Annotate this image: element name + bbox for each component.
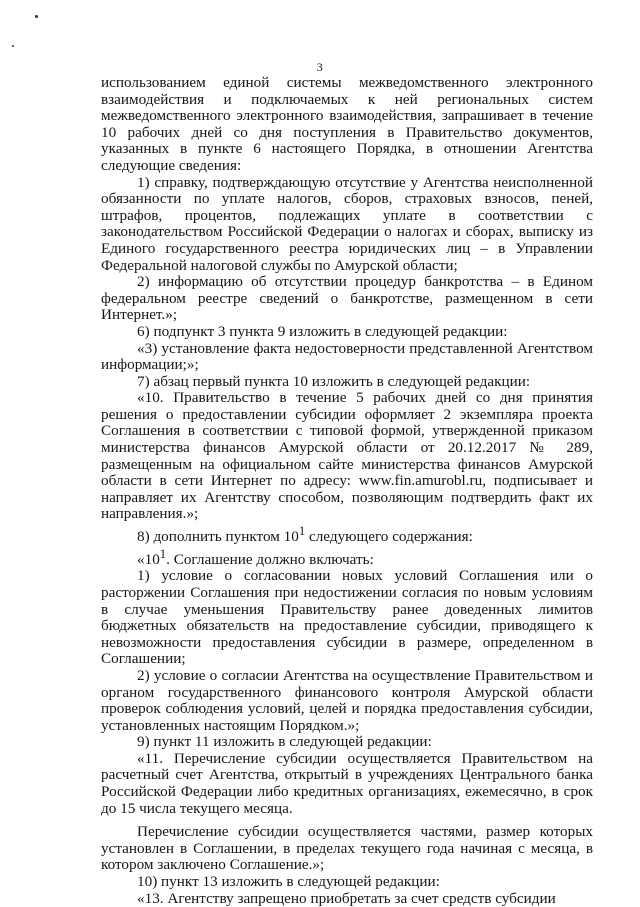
amendment-8-tail: следующего содержания:	[305, 528, 473, 546]
paragraph-amendment-9: 9) пункт 11 изложить в следующей редакции:	[137, 733, 432, 751]
scan-speck	[12, 45, 14, 47]
clause-10-1-superscript: 1	[159, 546, 167, 561]
paragraph-item-1-certificate: 1) справку, подтверждающую отсутствие у Агентства неисполненной обязанности по уплате налогов, сборов, страховых взносов, пеней, штрафов, процентов, подлежащих уплате в соответствии с законодательством Российской Федерации о налогах и сборах, выписку из Единого государственного реестра юридических лиц – в Управлении Федеральной налоговой службы по Амурской области;	[101, 173, 593, 274]
paragraph-item-2-bankruptcy: 2) информацию об отсутствии процедур банкротства – в Едином федеральном реестре сведений о банкротстве, размещенном в сети Интернет.»;	[101, 273, 593, 324]
paragraph-transfer-parts: Перечисление субсидии осуществляется частями, размер которых установлен в Соглашении, в пределах текущего года начиная с месяца, в котором заключено Соглашение.»;	[101, 823, 593, 874]
scan-speck	[35, 15, 38, 18]
amendment-8-lead: 8) дополнить пунктом 10	[137, 528, 299, 546]
paragraph-amendment-6: 6) подпункт 3 пункта 9 изложить в следующей редакции:	[137, 322, 508, 340]
amendment-8-superscript: 1	[298, 524, 306, 539]
paragraph-continuation: использованием единой системы межведомственного электронного взаимодействия и подключаемых к ней региональных систем межведомственного электронного взаимодействия, запрашивает в течение 10 рабочих дней со дня поступления в Правительство документов, указанных в пункте 6 настоящего Порядка, в отношении Агентства следующие сведения:	[101, 74, 593, 174]
paragraph-clause-11: «11. Перечисление субсидии осуществляется Правительством на расчетный счет Агентства, открытый в учреждениях Центрального банка Российской Федерации либо кредитных организациях, ежемесячно, в срок до 15 числа текущего месяца.	[101, 749, 593, 817]
paragraph-subitem-3: «3) установление факта недостоверности представленной Агентством информации;»;	[101, 339, 593, 374]
page-number: 3	[316, 60, 324, 74]
clause-10-1-tail: . Соглашение должно включать:	[166, 550, 374, 568]
paragraph-condition-1: 1) условие о согласовании новых условий Соглашения или о расторжении Соглашения при недостижении согласия по новым условиям в случае уменьшения Правительству ранее доведенных лимитов бюджетных обязательств на предоставление субсидии, приводящего к невозможности предоставления субсидии в размере, определенном в Соглашении;	[101, 567, 593, 668]
paragraph-amendment-7: 7) абзац первый пункта 10 изложить в следующей редакции:	[137, 372, 531, 390]
clause-10-1-lead: «10	[137, 550, 160, 568]
paragraph-amendment-8	[101, 523, 593, 546]
paragraph-clause-13: «13. Агентству запрещено приобретать за счет средств субсидии	[137, 889, 556, 907]
document-body	[101, 75, 593, 907]
paragraph-clause-10-1	[101, 546, 593, 569]
paragraph-amendment-10: 10) пункт 13 изложить в следующей редакции:	[137, 873, 440, 891]
paragraph-condition-2: 2) условие о согласии Агентства на осуществление Правительством и органом государственного финансового контроля Амурской области проверок соблюдения условий, целей и порядка предоставления субсидии, установленных настоящим Порядком.»;	[101, 666, 593, 734]
paragraph-clause-10: «10. Правительство в течение 5 рабочих дней со дня принятия решения о предоставлении субсидии оформляет 2 экземпляра проекта Соглашения в соответствии с типовой формой, утвержденной приказом министерства финансов Амурской области от 20.12.2017 № 289, размещенным на официальном сайте министерства финансов Амурской области в сети Интернет по адресу: www.fin.amurobl.ru, подписывает и направляет их Агентству способом, позволяющим подтвердить факт их направления.»;	[101, 389, 593, 523]
